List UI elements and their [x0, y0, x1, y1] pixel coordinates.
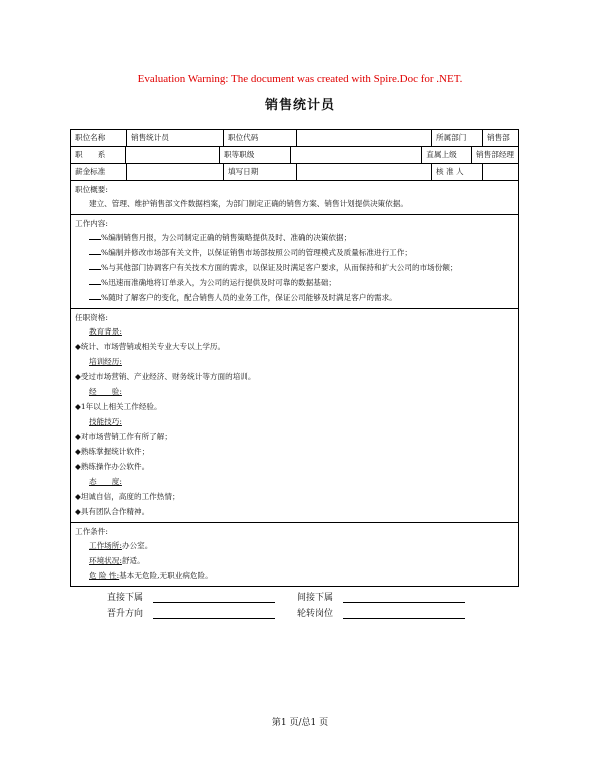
signoff-row-2 [107, 606, 465, 619]
skill-item: ◆熟练掌握统计软件； [75, 447, 150, 456]
attitude-item: ◆坦诚自信，高度的工作热情； [75, 492, 180, 501]
environment: 环境状况:舒适。 [89, 556, 145, 565]
qualifications-heading: 任职资格: [75, 313, 108, 322]
label-fill-date: 填写日期 [224, 164, 297, 180]
signoff-row-1 [107, 590, 465, 603]
page-title: 销售统计员 [264, 98, 335, 113]
training-text: ◆受过市场营销、产业经济、财务统计等方面的培训。 [75, 372, 256, 381]
section-overview [71, 181, 518, 215]
experience-label: 经 验: [89, 387, 122, 396]
label-position-name: 职位名称 [71, 130, 127, 146]
attitude-item: ◆具有团队合作精神。 [75, 507, 150, 516]
risk: 危 险 性:基本无危险,无职业病危险。 [89, 571, 213, 580]
value-position-name: 销售统计员 [127, 130, 224, 146]
work-place: 工作场所:办公室。 [89, 541, 153, 550]
experience-text: ◆1年以上相关工作经验。 [75, 402, 162, 411]
info-row-2 [71, 147, 518, 164]
value-position-code [297, 130, 432, 146]
label-salary: 薪金标准 [71, 164, 127, 180]
job-description-table [70, 129, 519, 587]
promotion-label: 晋升方向 [107, 609, 144, 619]
indirect-subordinate-line[interactable] [343, 592, 465, 603]
rotation-label: 轮转岗位 [297, 609, 334, 619]
overview-text: 建立、管理、维护销售部文件数据档案，为部门制定正确的销售方案、销售计划提供决策依据。 [89, 199, 408, 208]
duty-text: %与其他部门协调客户有关技术方面的需求，以保证及时满足客户要求，从而保持和扩大公司的市场份额； [101, 263, 458, 272]
duties-heading: 工作内容: [75, 219, 108, 228]
label-job-series: 职 系 [71, 147, 126, 163]
label-approver: 核 准 人 [432, 164, 483, 180]
indirect-subordinate-label: 间接下属 [297, 593, 334, 603]
value-department: 销售部 [487, 133, 510, 142]
duty-text: %随时了解客户的变化，配合销售人员的业务工作，保证公司能够及时满足客户的需求。 [101, 293, 397, 302]
training-label: 培训经历: [89, 357, 122, 366]
value-supervisor: 销售部经理 [476, 150, 515, 159]
skills-label: 技能技巧: [89, 417, 122, 426]
education-label: 教育背景: [89, 327, 122, 336]
duty-text: %迅速而准确地将订单录入，为公司的运行提供及时可靠的数据基础； [101, 278, 337, 287]
duty-item [75, 245, 514, 260]
evaluation-warning: Evaluation Warning: The document was created with Spire.Doc for .NET. [137, 73, 463, 85]
duty-item [75, 275, 514, 290]
duty-item [75, 230, 514, 245]
direct-subordinate-label: 直接下属 [107, 593, 144, 603]
attitude-label: 态 度: [89, 477, 122, 486]
value-salary [127, 164, 224, 180]
conditions-heading: 工作条件: [75, 527, 108, 536]
info-row-1 [71, 130, 518, 147]
label-grade: 职等职级 [220, 147, 291, 163]
label-department: 所属部门 [432, 130, 483, 146]
section-qualifications [71, 309, 518, 523]
label-supervisor: 直属上级 [422, 147, 472, 163]
section-duties [71, 215, 518, 309]
value-approver [483, 164, 518, 180]
value-grade [291, 147, 422, 163]
rotation-line[interactable] [343, 608, 465, 619]
duty-text: %编制销售月报，为公司制定正确的销售策略提供及时、准确的决策依据； [101, 233, 352, 242]
value-job-series [126, 147, 220, 163]
skill-item: ◆对市场营销工作有所了解； [75, 432, 172, 441]
duty-item [75, 290, 514, 305]
duty-item [75, 260, 514, 275]
duty-text: %编制并修改市场部有关文件，以保证销售市场部按照公司的管理模式及质量标准进行工作； [101, 248, 412, 257]
overview-heading: 职位概要: [75, 185, 108, 194]
section-conditions [71, 523, 518, 586]
education-text: ◆统计、市场营销或相关专业大专以上学历。 [75, 342, 226, 351]
page-footer: 第1 页/总1 页 [271, 718, 329, 728]
skill-item: ◆熟练操作办公软件。 [75, 462, 150, 471]
info-row-3 [71, 164, 518, 181]
label-position-code: 职位代码 [224, 130, 297, 146]
value-fill-date [297, 164, 432, 180]
promotion-line[interactable] [153, 608, 275, 619]
direct-subordinate-line[interactable] [153, 592, 275, 603]
